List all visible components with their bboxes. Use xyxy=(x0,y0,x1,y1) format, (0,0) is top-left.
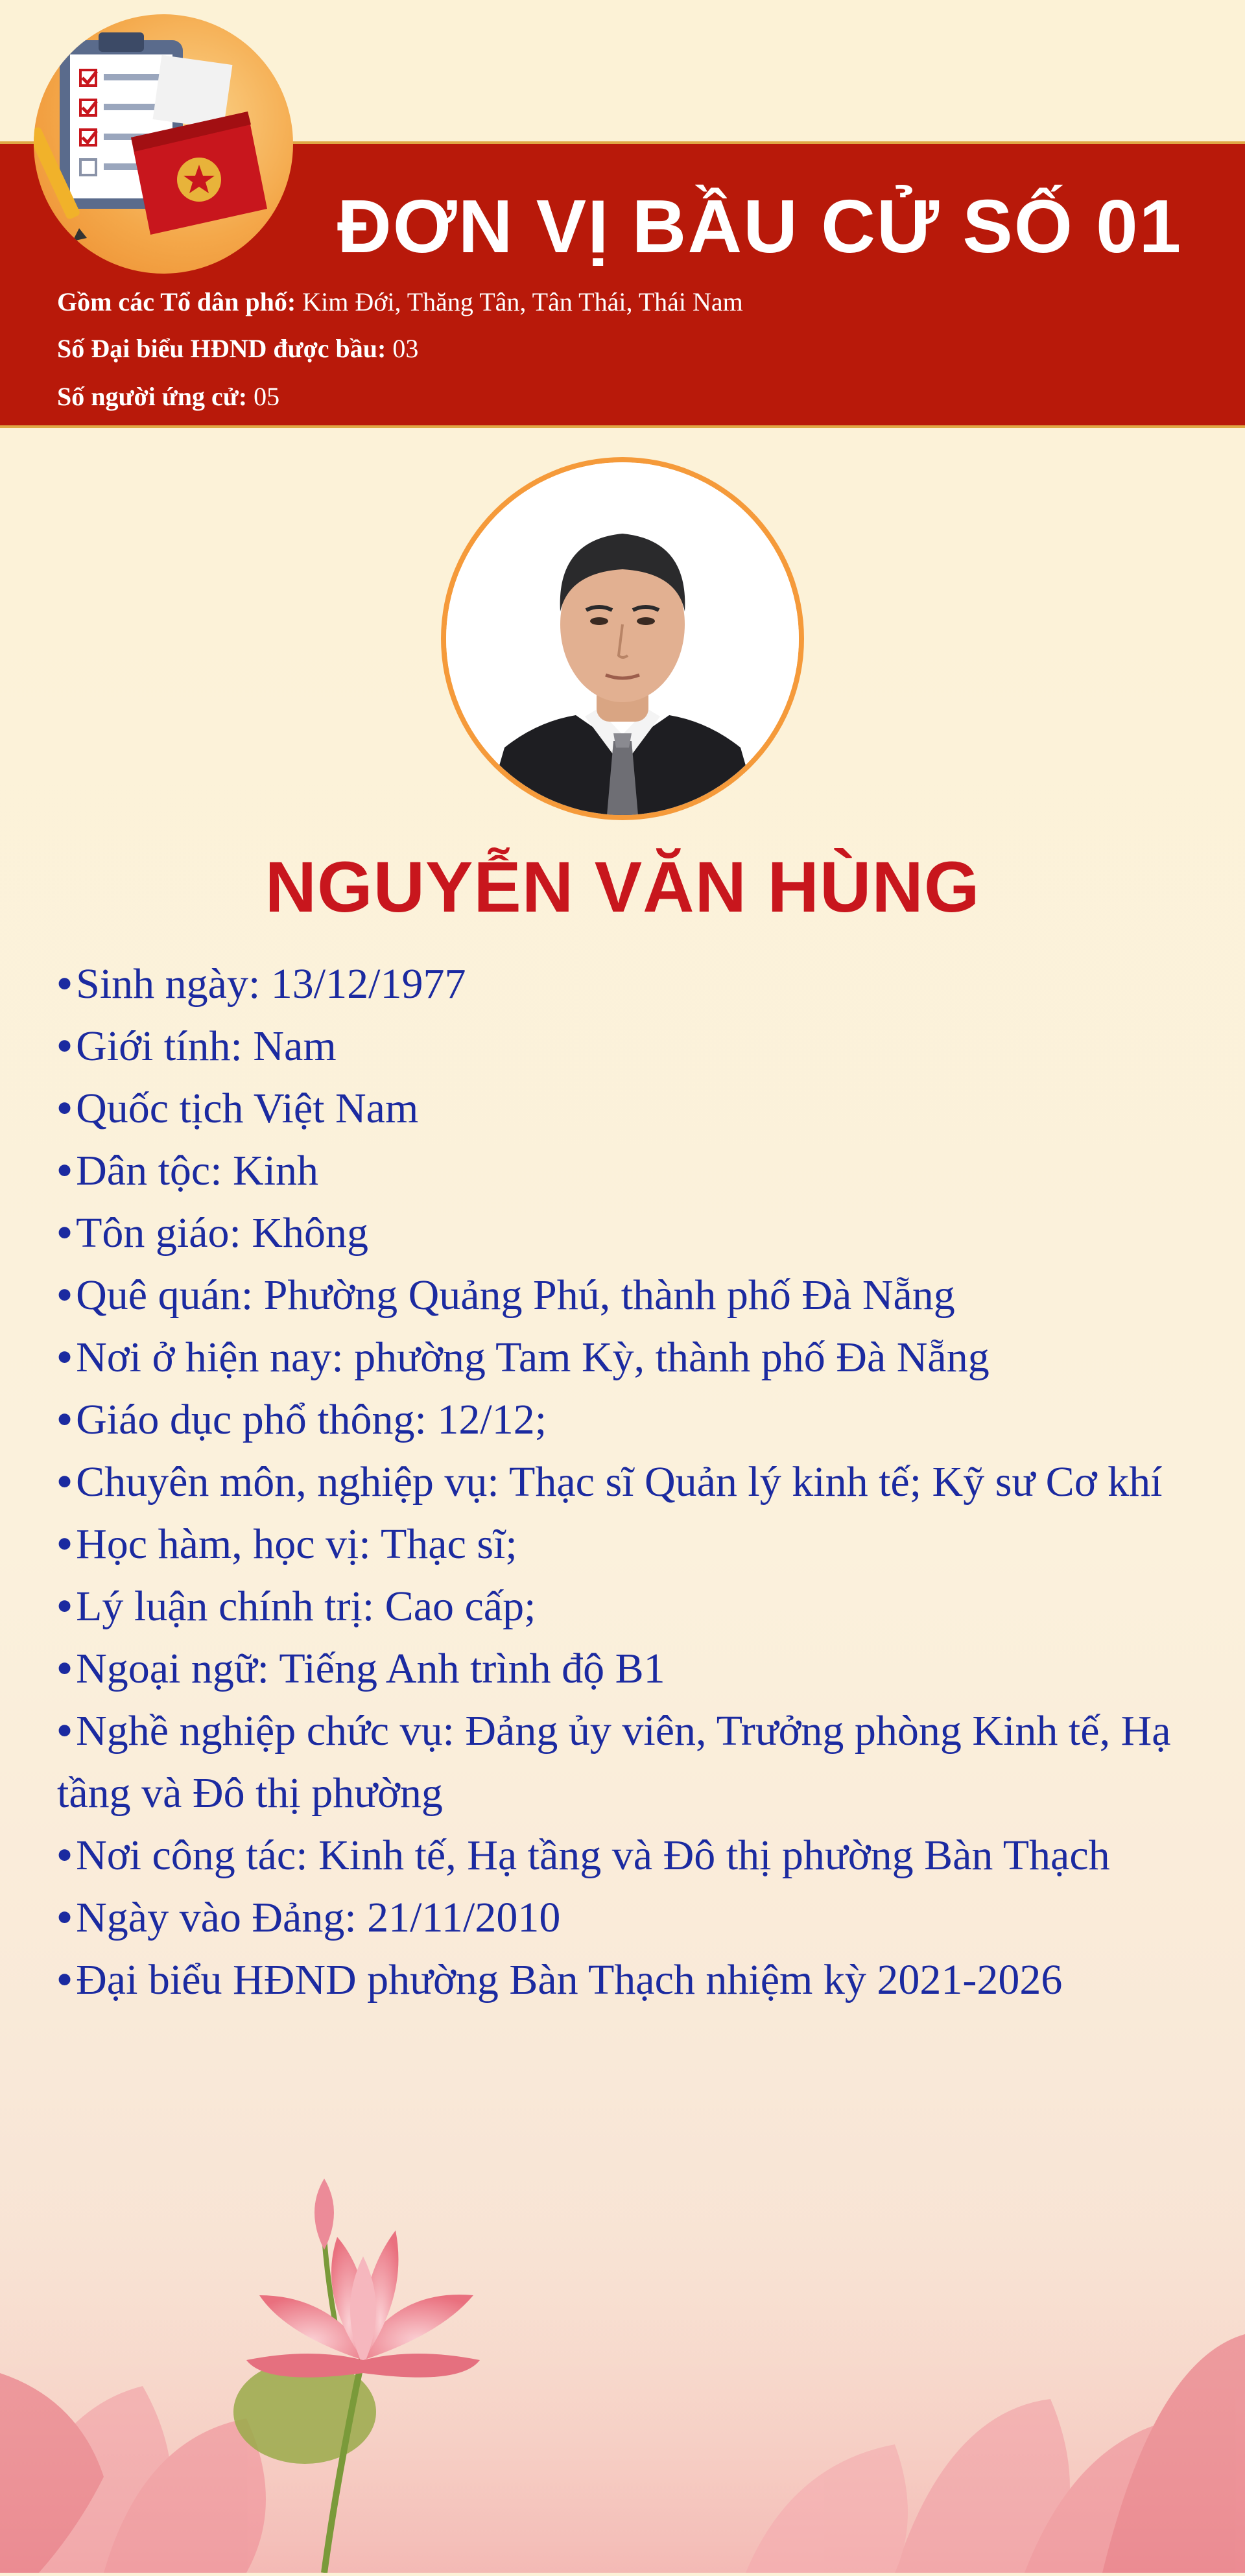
bullet-icon: • xyxy=(57,1707,73,1755)
residential-groups-value: Kim Đới, Thăng Tân, Tân Thái, Thái Nam xyxy=(302,287,743,316)
bullet-icon: • xyxy=(57,960,73,1008)
detail-item xyxy=(57,1949,1198,2011)
detail-gender: Giới tính: Nam xyxy=(76,1022,337,1070)
detail-item xyxy=(57,1887,1198,1949)
detail-item xyxy=(57,953,1198,1015)
bullet-icon: • xyxy=(57,1022,73,1070)
detail-residence: Nơi ở hiện nay: phường Tam Kỳ, thành phố Đà Nẵng xyxy=(76,1334,990,1381)
bullet-icon: • xyxy=(57,1085,73,1132)
detail-nationality: Quốc tịch Việt Nam xyxy=(76,1085,419,1132)
detail-religion: Tôn giáo: Không xyxy=(76,1209,369,1257)
bullet-icon: • xyxy=(57,1894,73,1941)
detail-birthdate: Sinh ngày: 13/12/1977 xyxy=(76,960,466,1008)
bullet-icon: • xyxy=(57,1271,73,1319)
lotus-flower-icon xyxy=(0,2140,1245,2573)
detail-item xyxy=(57,1451,1198,1513)
bullet-icon: • xyxy=(57,1458,73,1506)
detail-item xyxy=(57,1576,1198,1638)
bullet-icon: • xyxy=(57,1520,73,1568)
detail-profession: Chuyên môn, nghiệp vụ: Thạc sĩ Quản lý kinh tế; Kỹ sư Cơ khí xyxy=(76,1458,1163,1506)
bullet-icon: • xyxy=(57,1147,73,1194)
residential-groups-label: Gồm các Tổ dân phố: xyxy=(57,287,296,316)
detail-item xyxy=(57,1638,1198,1700)
bullet-icon: • xyxy=(57,1209,73,1257)
bullet-icon: • xyxy=(57,1956,73,2003)
bullet-icon: • xyxy=(57,1645,73,1692)
detail-hometown: Quê quán: Phường Quảng Phú, thành phố Đà Nẵng xyxy=(76,1271,955,1319)
detail-item xyxy=(57,1327,1198,1389)
detail-item xyxy=(57,1825,1198,1887)
detail-item xyxy=(57,1513,1198,1576)
detail-party-join-date: Ngày vào Đảng: 21/11/2010 xyxy=(76,1894,561,1941)
detail-general-education: Giáo dục phổ thông: 12/12; xyxy=(76,1396,547,1443)
candidates-count-line xyxy=(57,381,279,412)
delegates-count-line xyxy=(57,333,418,364)
detail-occupation: Nghề nghiệp chức vụ: Đảng ủy viên, Trưởng phòng Kinh tế, Hạ tầng và Đô thị phường xyxy=(57,1707,1171,1817)
bullet-icon: • xyxy=(57,1832,73,1879)
detail-item xyxy=(57,1202,1198,1264)
delegates-count-label: Số Đại biểu HĐND được bầu: xyxy=(57,334,386,363)
residential-groups-line xyxy=(57,287,743,317)
detail-political-theory: Lý luận chính trị: Cao cấp; xyxy=(76,1583,536,1630)
lotus-decoration xyxy=(0,2140,1245,2573)
detail-item xyxy=(57,1264,1198,1327)
detail-foreign-language: Ngoại ngữ: Tiếng Anh trình độ B1 xyxy=(76,1645,665,1692)
bullet-icon: • xyxy=(57,1583,73,1630)
candidate-photo xyxy=(446,462,799,815)
ballot-box-icon xyxy=(34,14,293,274)
candidates-count-label: Số người ứng cử: xyxy=(57,382,248,411)
ballot-illustration xyxy=(34,14,293,274)
detail-item xyxy=(57,1015,1198,1078)
constituency-title: ĐƠN VỊ BẦU CỬ SỐ 01 xyxy=(337,184,1183,268)
bullet-icon: • xyxy=(57,1396,73,1443)
detail-item xyxy=(57,1078,1198,1140)
detail-ethnicity: Dân tộc: Kinh xyxy=(76,1147,319,1194)
detail-council-delegate: Đại biểu HĐND phường Bàn Thạch nhiệm kỳ 2021-2026 xyxy=(76,1956,1063,2003)
bullet-icon: • xyxy=(57,1334,73,1381)
candidates-count-value: 05 xyxy=(254,382,280,411)
delegates-count-value: 03 xyxy=(392,334,419,363)
detail-item xyxy=(57,1140,1198,1202)
detail-item xyxy=(57,1700,1198,1825)
candidate-portrait xyxy=(446,462,799,815)
detail-academic-degree: Học hàm, học vị: Thạc sĩ; xyxy=(76,1520,517,1568)
detail-workplace: Nơi công tác: Kinh tế, Hạ tầng và Đô thị phường Bàn Thạch xyxy=(76,1832,1110,1879)
candidate-details-list xyxy=(57,953,1198,2011)
candidate-name: NGUYỄN VĂN HÙNG xyxy=(265,847,980,927)
detail-item xyxy=(57,1389,1198,1451)
